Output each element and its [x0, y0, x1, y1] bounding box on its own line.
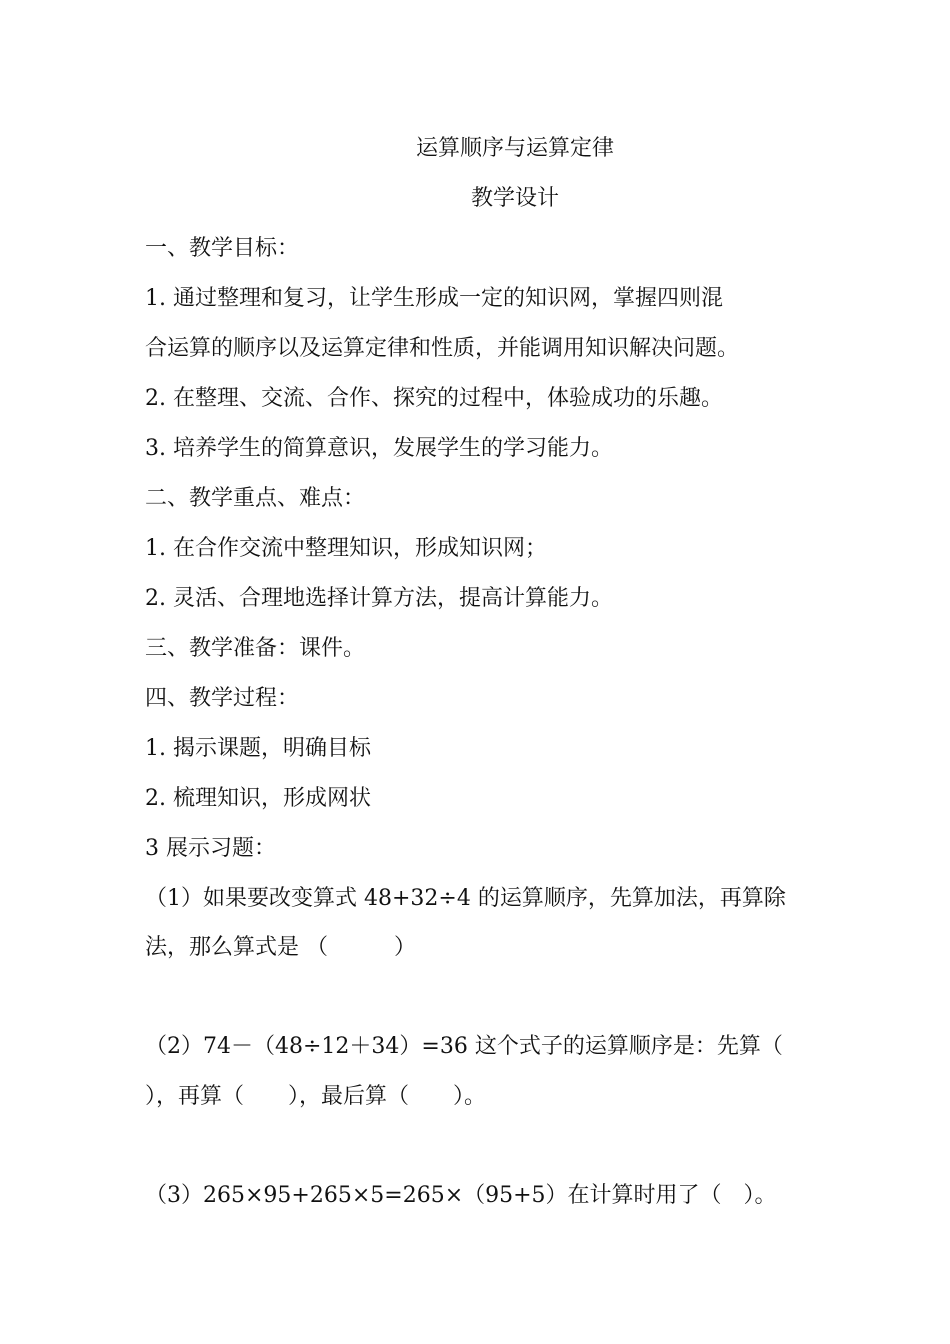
- section-heading-key-points: 二、教学重点、难点：: [145, 486, 366, 511]
- document-subtitle: 教学设计: [470, 186, 559, 211]
- process-step-2: 2. 梳理知识，形成网状: [145, 786, 371, 811]
- process-step-1: 1. 揭示课题，明确目标: [145, 736, 371, 761]
- section-heading-preparation: 三、教学准备：课件。: [145, 636, 366, 661]
- exercise-1-line-1: （1）如果要改变算式 48+32÷4 的运算顺序，先算加法，再算除: [145, 886, 786, 911]
- section-heading-process: 四、教学过程：: [145, 686, 300, 711]
- objective-1-line-1: 1. 通过整理和复习，让学生形成一定的知识网，掌握四则混: [145, 286, 723, 311]
- key-point-1: 1. 在合作交流中整理知识，形成知识网；: [145, 536, 547, 561]
- exercise-3: （3）265×95+265×5=265×（95+5）在计算时用了（ ）。: [145, 1183, 777, 1208]
- process-step-3: 3 展示习题：: [145, 836, 276, 861]
- exercise-1-line-2: 法，那么算式是 （ ）: [145, 935, 416, 960]
- document-title: 运算顺序与运算定律: [415, 136, 614, 161]
- objective-3: 3. 培养学生的简算意识，发展学生的学习能力。: [145, 436, 613, 461]
- exercise-2-line-1: （2）74－（48÷12＋34）=36 这个式子的运算顺序是：先算（: [145, 1034, 783, 1059]
- exercise-2-line-2: ），再算（ ），最后算（ ）。: [145, 1084, 487, 1109]
- objective-2: 2. 在整理、交流、合作、探究的过程中，体验成功的乐趣。: [145, 386, 723, 411]
- objective-1-line-2: 合运算的顺序以及运算定律和性质，并能调用知识解决问题。: [145, 336, 740, 361]
- key-point-2: 2. 灵活、合理地选择计算方法，提高计算能力。: [145, 586, 613, 611]
- section-heading-objectives: 一、教学目标：: [145, 236, 300, 261]
